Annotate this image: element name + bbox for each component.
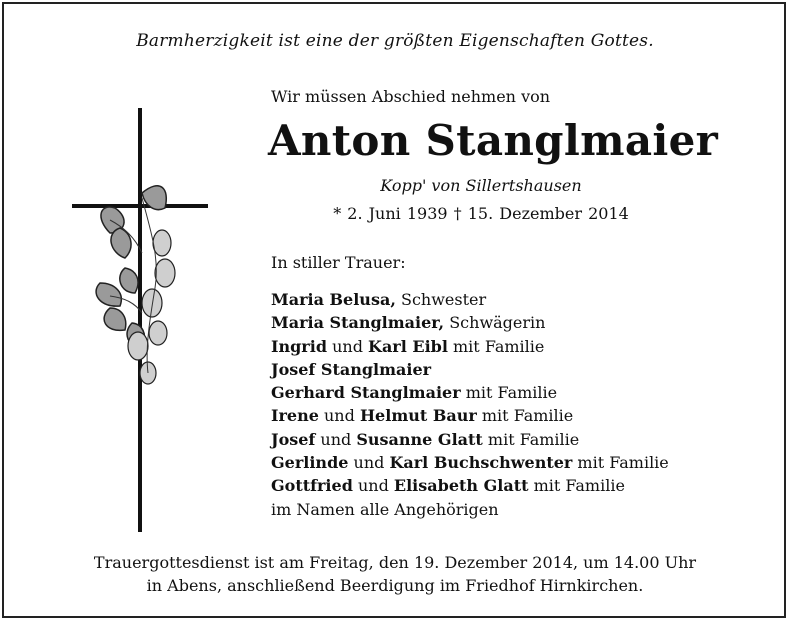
service-info-line-1: Trauergottesdienst ist am Freitag, den 19. Dezember 2014, um 14.00 Uhr <box>93 553 697 572</box>
cross-with-hops-icon <box>70 108 220 533</box>
mourner-line: Gerlinde und Karl Buchschwenter mit Familie <box>271 453 669 473</box>
service-info <box>0 551 790 597</box>
mourner-line: Josef Stanglmaier <box>271 359 432 379</box>
mourning-heading: In stiller Trauer: <box>271 253 406 272</box>
mourner-line: Gerhard Stanglmaier mit Familie <box>271 383 558 403</box>
mourner-line: Josef und Susanne Glatt mit Familie <box>271 429 580 449</box>
service-info-line-2: in Abens, anschließend Beerdigung im Friedhof Hirnkirchen. <box>146 576 644 595</box>
mourner-line: Ingrid und Karl Eibl mit Familie <box>271 336 545 356</box>
intro-text: Wir müssen Abschied nehmen von <box>271 87 551 106</box>
mourner-line: Irene und Helmut Baur mit Familie <box>271 406 574 426</box>
mourner-line: Maria Belusa, Schwester <box>271 290 487 309</box>
mourner-line: im Namen alle Angehörigen <box>271 499 499 519</box>
mourner-line: Maria Stanglmaier, Schwägerin <box>271 313 546 333</box>
nickname: Kopp' von Sillertshausen <box>380 176 582 195</box>
life-dates: * 2. Juni 1939 † 15. Dezember 2014 <box>333 204 629 223</box>
mourners-list <box>271 288 669 521</box>
mourner-line: Gottfried und Elisabeth Glatt mit Familie <box>271 476 625 496</box>
deceased-name: Anton Stanglmaier <box>268 116 719 165</box>
motto: Barmherzigkeit ist eine der größten Eigenschaften Gottes. <box>136 31 654 51</box>
